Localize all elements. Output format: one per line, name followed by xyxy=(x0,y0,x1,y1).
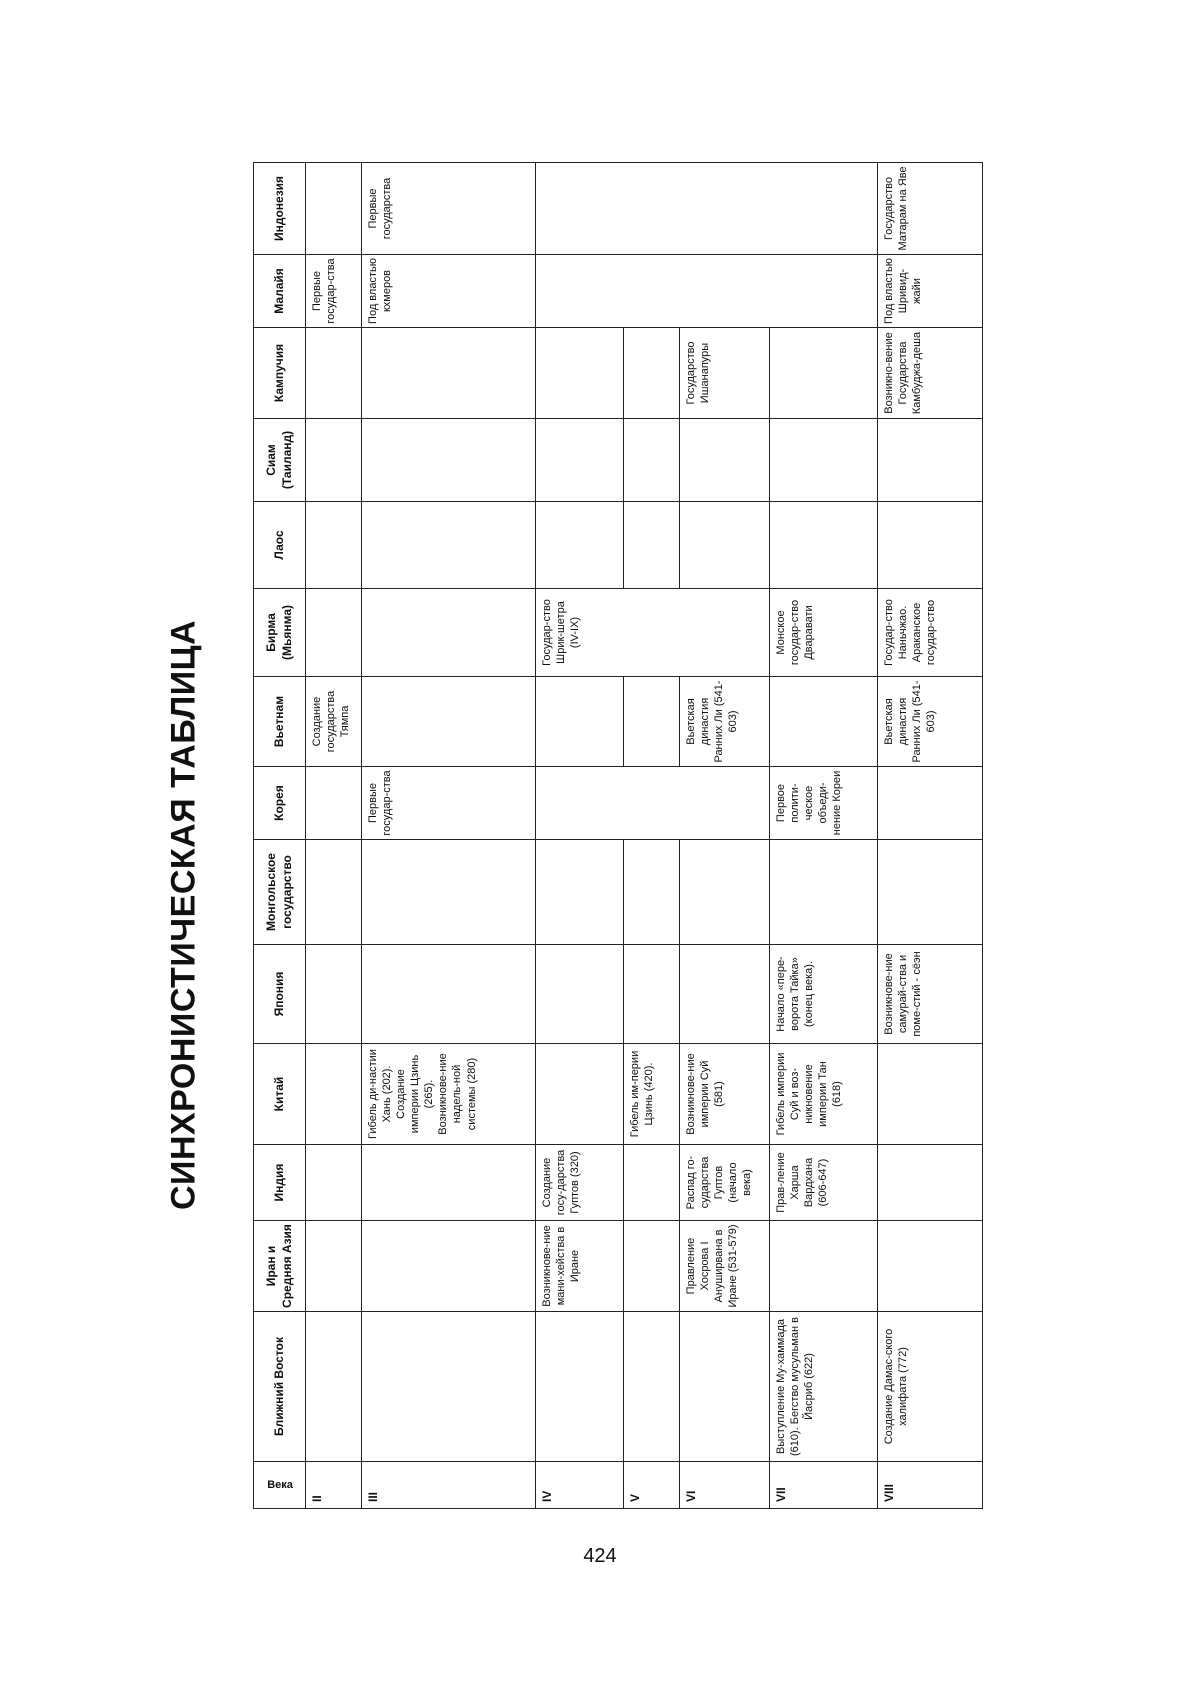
cell-india xyxy=(362,1145,536,1221)
century-cell: IV xyxy=(536,1462,624,1509)
synchronistic-table-wrapper xyxy=(253,163,980,1509)
cell-cambodia xyxy=(306,328,362,419)
cell-china xyxy=(877,1044,982,1145)
table-row xyxy=(877,163,982,1509)
table-row xyxy=(306,163,362,1509)
synchronistic-table xyxy=(253,162,983,1509)
cell-iran xyxy=(624,1221,680,1312)
cell-cambodia xyxy=(624,328,680,419)
header-mongolia: Монгольское государство xyxy=(254,840,306,945)
cell-burma: Монское государ-ство Дваравати xyxy=(770,589,878,677)
cell-mongolia xyxy=(624,840,680,945)
cell-japan xyxy=(306,945,362,1044)
cell-iran xyxy=(362,1221,536,1312)
cell-china: Возникнове-ние империи Суй (581) xyxy=(680,1044,770,1145)
cell-korea xyxy=(306,767,362,840)
cell-siam xyxy=(306,419,362,502)
table-row xyxy=(362,163,536,1509)
header-korea: Корея xyxy=(254,767,306,840)
cell-iran xyxy=(877,1221,982,1312)
cell-india: Создание госу-дарства Гуптов (320) xyxy=(536,1145,624,1221)
cell-malaya: Первые государ-ства xyxy=(306,255,362,328)
cell-laos xyxy=(624,502,680,589)
header-burma: Бирма (Мьянма) xyxy=(254,589,306,677)
cell-vietnam xyxy=(770,677,878,767)
header-centuries: Века xyxy=(254,1462,306,1509)
century-cell: III xyxy=(362,1462,536,1509)
page-title-text: СИНХРОНИСТИЧЕСКАЯ ТАБЛИЦА xyxy=(164,619,203,1211)
header-siam: Сиам (Таиланд) xyxy=(254,419,306,502)
century-cell: VI xyxy=(680,1462,770,1509)
cell-siam xyxy=(624,419,680,502)
table-row xyxy=(770,163,878,1509)
cell-near-east xyxy=(624,1312,680,1462)
cell-mongolia xyxy=(362,840,536,945)
cell-china: Гибель ди-настии Хань (202). Создание империи Цзинь (265). Возникнове-ние надель-ной системы (280) xyxy=(362,1044,536,1145)
cell-india xyxy=(624,1145,680,1221)
cell-laos xyxy=(306,502,362,589)
cell-indonesia: Первые государства xyxy=(362,163,536,255)
cell-india: Распад го-сударства Гуптов (начало века) xyxy=(680,1145,770,1221)
cell-burma xyxy=(306,589,362,677)
cell-near-east: Создание Дамас-ского халифата (772) xyxy=(877,1312,982,1462)
cell-china: Гибель империи Суй и воз-никновение империи Тан (618) xyxy=(770,1044,878,1145)
cell-siam xyxy=(680,419,770,502)
cell-cambodia xyxy=(770,328,878,419)
cell-near-east xyxy=(362,1312,536,1462)
cell-iran xyxy=(306,1221,362,1312)
cell-india xyxy=(306,1145,362,1221)
cell-china xyxy=(306,1044,362,1145)
cell-mongolia xyxy=(536,840,624,945)
century-cell: V xyxy=(624,1462,680,1509)
table-row xyxy=(536,163,624,1509)
cell-japan xyxy=(362,945,536,1044)
cell-iran xyxy=(770,1221,878,1312)
cell-near-east xyxy=(680,1312,770,1462)
cell-near-east: Выступление Му-хаммада (610). Бегство мусульман в Йасриб (622) xyxy=(770,1312,878,1462)
cell-japan xyxy=(536,945,624,1044)
cell-mongolia xyxy=(770,840,878,945)
header-cambodia: Кампучия xyxy=(254,328,306,419)
cell-laos xyxy=(680,502,770,589)
cell-malaya: Под властью кхмеров xyxy=(362,255,536,328)
cell-korea: Первое полити-ческое объеди-нение Кореи xyxy=(770,767,878,840)
cell-japan xyxy=(680,945,770,1044)
header-malaya: Малайя xyxy=(254,255,306,328)
header-indonesia: Индонезия xyxy=(254,163,306,255)
header-laos: Лаос xyxy=(254,502,306,589)
cell-iran: Возникнове-ние мани-хейства в Иране xyxy=(536,1221,624,1312)
cell-siam xyxy=(536,419,624,502)
cell-cambodia xyxy=(536,328,624,419)
century-cell: VII xyxy=(770,1462,878,1509)
cell-laos xyxy=(536,502,624,589)
cell-burma: Государ-ство Наньчжао. Араканское государ-ство xyxy=(877,589,982,677)
cell-near-east xyxy=(306,1312,362,1462)
cell-siam xyxy=(362,419,536,502)
cell-vietnam: Вьетская династия Ранних Ли (541-603) xyxy=(877,677,982,767)
cell-vietnam: Вьетская династия Ранних Ли (541-603) xyxy=(680,677,770,767)
cell-malaya xyxy=(536,255,878,328)
cell-japan: Начало «пере-ворота Тайка» (конец века). xyxy=(770,945,878,1044)
cell-india xyxy=(877,1145,982,1221)
cell-mongolia xyxy=(877,840,982,945)
cell-japan: Возникнове-ние самурай-ства и поме-стий - сёэн xyxy=(877,945,982,1044)
cell-mongolia xyxy=(306,840,362,945)
cell-malaya: Под властью Шривид-жайи xyxy=(877,255,982,328)
cell-cambodia xyxy=(362,328,536,419)
cell-india: Прав-ление Харша Вардхана (606-647) xyxy=(770,1145,878,1221)
cell-korea xyxy=(877,767,982,840)
page-number: 424 xyxy=(583,1545,617,1567)
cell-cambodia: Возникно-вение Государства Камбуджа-деша xyxy=(877,328,982,419)
cell-laos xyxy=(362,502,536,589)
century-cell: VIII xyxy=(877,1462,982,1509)
header-japan: Япония xyxy=(254,945,306,1044)
cell-siam xyxy=(877,419,982,502)
cell-indonesia xyxy=(536,163,878,255)
header-india: Индия xyxy=(254,1145,306,1221)
cell-indonesia xyxy=(306,163,362,255)
header-vietnam: Вьетнам xyxy=(254,677,306,767)
cell-burma: Государ-ство Шрик-шетра (IV-IX) xyxy=(536,589,770,677)
cell-japan xyxy=(624,945,680,1044)
cell-iran: Правление Хосрова I Ануширвана в Иране (531-579) xyxy=(680,1221,770,1312)
cell-laos xyxy=(877,502,982,589)
cell-siam xyxy=(770,419,878,502)
cell-indonesia: Государство Матарам на Яве xyxy=(877,163,982,255)
cell-vietnam xyxy=(362,677,536,767)
cell-vietnam xyxy=(536,677,624,767)
cell-mongolia xyxy=(680,840,770,945)
cell-vietnam xyxy=(624,677,680,767)
header-china: Китай xyxy=(254,1044,306,1145)
century-cell: II xyxy=(306,1462,362,1509)
header-iran: Иран и Средняя Азия xyxy=(254,1221,306,1312)
cell-korea: Первые государ-ства xyxy=(362,767,536,840)
cell-china: Гибель им-перии Цзинь (420). xyxy=(624,1044,680,1145)
header-near-east: Ближний Восток xyxy=(254,1312,306,1462)
cell-cambodia: Государство Ишанапуры xyxy=(680,328,770,419)
cell-near-east xyxy=(536,1312,624,1462)
header-row xyxy=(254,163,306,1509)
cell-laos xyxy=(770,502,878,589)
cell-china xyxy=(536,1044,624,1145)
cell-korea xyxy=(536,767,770,840)
cell-vietnam: Создание государства Тямпа xyxy=(306,677,362,767)
cell-burma xyxy=(362,589,536,677)
